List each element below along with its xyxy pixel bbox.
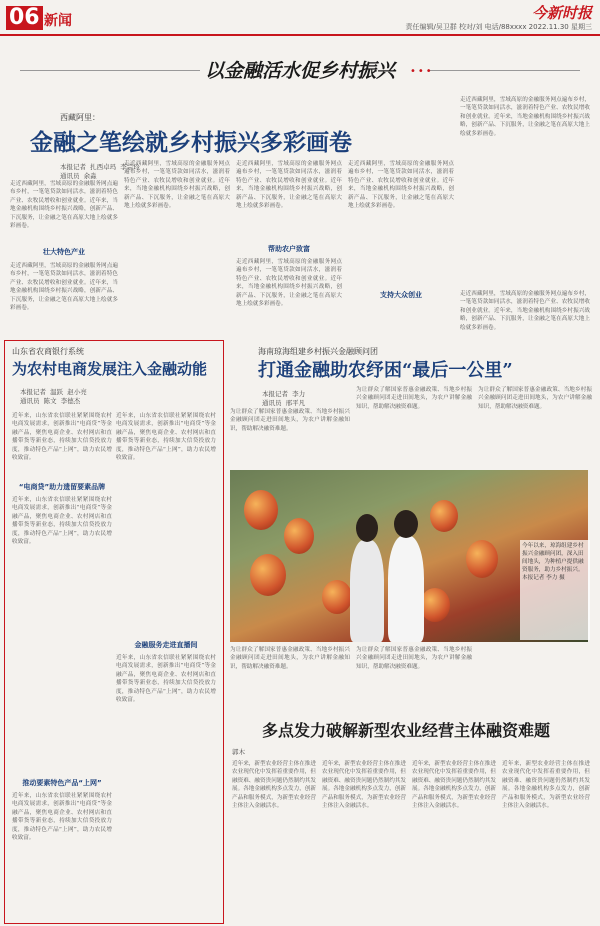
story4-title: 多点发力破解新型农业经营主体融资难题 [262,721,551,740]
lead-text-col2: 走近西藏阿里，雪域高原的金融服务网点遍布乡村，一笔笔贷款如同活水，滋润着特色产业、农牧民增收和创业就业。近年来，当地金融机构围绕乡村振兴战略，创新产品、下沉服务，让金融之笔在高原大地上绘就多彩画卷。 [124,161,230,210]
story2-text-c: 近年来，山东省农信联社紧紧围绕农村电商发展需求，创新推出“电商贷”等金融产品，聚焦电商企业、农村网店和直播带货等新业态，持续加大信贷投放力度，推动特色产品“上网”，助力农民增收致富。 [12,793,112,842]
lead-text-col1: 走近西藏阿里，雪域高原的金融服务网点遍布乡村，一笔笔贷款如同活水，滋润着特色产业、农牧民增收和创业就业。近年来，当地金融机构围绕乡村振兴战略，创新产品、下沉服务，让金融之笔在高原大地上绘就多彩画卷。 [10,181,118,230]
page-theme: 以金融活水促乡村振兴 [204,60,395,82]
story2-text-e: 近年来，山东省农信联社紧紧围绕农村电商发展需求，创新推出“电商贷”等金融产品，聚焦电商企业、农村网店和直播带货等新业态，持续加大信贷投放力度，推动特色产品“上网”，助力农民增收致富。 [116,655,216,704]
newspaper-logo: 今新时报 [531,4,592,22]
lead-kicker: 西藏阿里： [60,113,100,122]
page-number: 06 [6,6,43,30]
story3-text-d: 为让群众了解国家普惠金融政策、当地乡村振兴金融顾问团走进田间地头，为农户讲解金融知识，帮助解决融资难题。 [230,647,350,670]
lead-text-col1b: 走近西藏阿里，雪域高原的金融服务网点遍布乡村，一笔笔贷款如同活水，滋润着特色产业、农牧民增收和创业就业。近年来，当地金融机构围绕乡村振兴战略，创新产品、下沉服务，让金融之笔在高原大地上绘就多彩画卷。 [10,263,118,312]
story3-text-c: 为让群众了解国家普惠金融政策、当地乡村振兴金融顾问团走进田间地头，为农户讲解金融知识，帮助解决融资难题。 [478,387,592,410]
story3-text-e: 为让群众了解国家普惠金融政策、当地乡村振兴金融顾问团走进田间地头，为农户讲解金融知识，帮助解决融资难题。 [356,647,472,670]
story4-byline: 郭木 [232,748,245,756]
story2-text-a: 近年来，山东省农信联社紧紧围绕农村电商发展需求，创新推出“电商贷”等金融产品，聚焦电商企业、农村网店和直播带货等新业态，持续加大信贷投放力度，推动特色产品“上网”，助力农民增收致富。 [12,413,112,462]
lead-subhead-2: 帮助农户致富 [268,245,310,253]
story2-text-b: 近年来，山东省农信联社紧紧围绕农村电商发展需求，创新推出“电商贷”等金融产品，聚焦电商企业、农村网店和直播带货等新业态，持续加大信贷投放力度，推动特色产品“上网”，助力农民增收致富。 [12,497,112,546]
story4-text-c: 近年来，新型农业经营主体在推进农业现代化中发挥着重要作用，但融资难、融资贵问题仍然制约其发展。各地金融机构多点发力，创新产品和服务模式，为新型农业经营主体注入金融活水。 [412,761,496,810]
story3-text-b: 为让群众了解国家普惠金融政策、当地乡村振兴金融顾问团走进田间地头，为农户讲解金融知识，帮助解决融资难题。 [356,387,472,410]
story2-subhead-2: 推动要素特色产品“上网” [22,779,102,787]
story4-text-a: 近年来，新型农业经营主体在推进农业现代化中发挥着重要作用，但融资难、融资贵问题仍然制约其发展。各地金融机构多点发力，创新产品和服务模式，为新型农业经营主体注入金融活水。 [232,761,316,810]
story2-title: 为农村电商发展注入金融动能 [12,360,208,378]
lead-subhead-1: 壮大特色产业 [43,248,85,256]
story3-kicker: 海南琼海组建乡村振兴金融顾问团 [258,347,378,356]
story3-text-a: 为让群众了解国家普惠金融政策、当地乡村振兴金融顾问团走进田间地头，为农户讲解金融知识，帮助解决融资难题。 [230,409,350,432]
theme-dots: ••• [410,66,434,77]
lead-text-col5b: 走近西藏阿里，雪域高原的金融服务网点遍布乡村，一笔笔贷款如同活水，滋润着特色产业、农牧民增收和创业就业。近年来，当地金融机构围绕乡村振兴战略，创新产品、下沉服务，让金融之笔在高原大地上绘就多彩画卷。 [460,291,590,331]
lead-text-col3b: 走近西藏阿里，雪域高原的金融服务网点遍布乡村，一笔笔贷款如同活水，滋润着特色产业、农牧民增收和创业就业。近年来，当地金融机构围绕乡村振兴战略，创新产品、下沉服务，让金融之笔在高原大地上绘就多彩画卷。 [236,259,342,308]
lead-text-col3: 走近西藏阿里，雪域高原的金融服务网点遍布乡村，一笔笔贷款如同活水，滋润着特色产业、农牧民增收和创业就业。近年来，当地金融机构围绕乡村振兴战略，创新产品、下沉服务，让金融之笔在高原大地上绘就多彩画卷。 [236,161,342,210]
page-meta: 责任编辑/吴卫群 校对/刘 电话/88xxxx 2022.11.30 星期三 [405,23,592,31]
lead-text-col4: 走近西藏阿里，雪域高原的金融服务网点遍布乡村，一笔笔贷款如同活水，滋润着特色产业、农牧民增收和创业就业。近年来，当地金融机构围绕乡村振兴战略，创新产品、下沉服务，让金融之笔在高原大地上绘就多彩画卷。 [348,161,454,210]
lead-title: 金融之笔绘就乡村振兴多彩画卷 [30,129,352,156]
story2-subhead-1: “电商贷”助力遗留要素品牌 [18,483,106,491]
story4-text-b: 近年来，新型农业经营主体在推进农业现代化中发挥着重要作用，但融资难、融资贵问题仍然制约其发展。各地金融机构多点发力，创新产品和服务模式，为新型农业经营主体注入金融活水。 [322,761,406,810]
lead-byline: 本报记者 扎西卓玛 李宗玲 通讯员 余淼 [60,163,140,180]
story2-text-d: 近年来，山东省农信联社紧紧围绕农村电商发展需求，创新推出“电商贷”等金融产品，聚焦电商企业、农村网店和直播带货等新业态，持续加大信贷投放力度，推动特色产品“上网”，助力农民增收致富。 [116,413,216,462]
section-name: 新闻 [44,13,72,29]
lead-subhead-3: 支持大众创业 [380,291,422,299]
story3-byline: 本报记者 李力 通讯员 邢平凡 [262,390,306,407]
lead-text-col5: 走近西藏阿里，雪域高原的金融服务网点遍布乡村，一笔笔贷款如同活水，滋润着特色产业、农牧民增收和创业就业。近年来，当地金融机构围绕乡村振兴战略，创新产品、下沉服务，让金融之笔在高原大地上绘就多彩画卷。 [460,97,590,137]
story3-title: 打通金融助农纾困“最后一公里” [258,360,513,381]
story2-kicker: 山东省农商银行系统 [12,347,84,356]
story2-byline: 本报记者 温跃 赵小亮 通讯员 陈文 李德杰 [20,388,87,405]
story3-photo-caption: 今年以来，琼海组建乡村振兴金融顾问团，深入田间地头，为种植户提供融资服务，助力乡村振兴。本报记者 李力 摄 [520,540,590,640]
story2-subhead-3: 金融服务走进直播间 [134,641,198,649]
story4-text-d: 近年来，新型农业经营主体在推进农业现代化中发挥着重要作用，但融资难、融资贵问题仍然制约其发展。各地金融机构多点发力，创新产品和服务模式，为新型农业经营主体注入金融活水。 [502,761,590,810]
